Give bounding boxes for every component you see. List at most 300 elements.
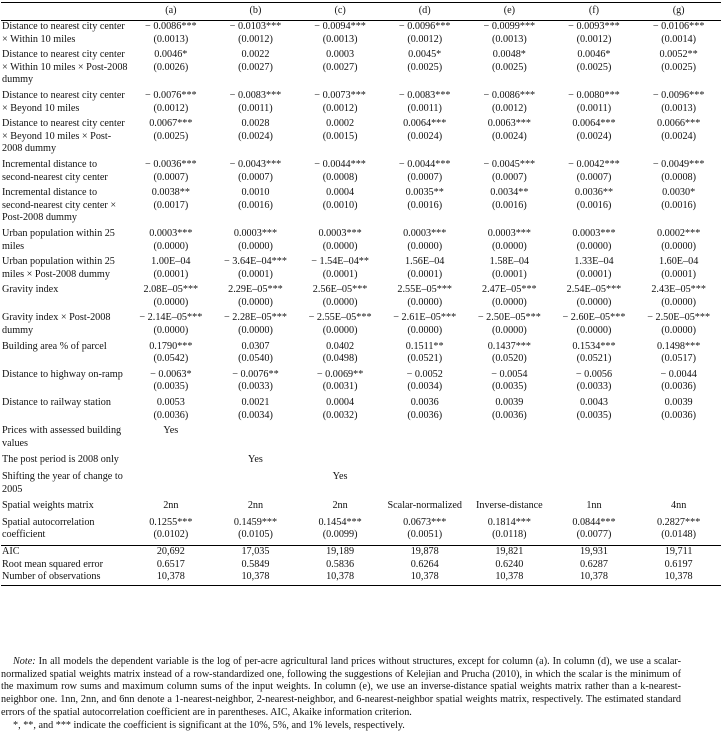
coef-cell — [552, 118, 637, 159]
note-body: In all models the dependent variable is the log of per-acre agricultural land prices without structures, except for column (a). In column (d), we use a scalar-normalized spatial weights matrix instead of a row-standardized one, following the suggestions of Kelejian and Prucha (2010), in which the scalar is the minimum of the maximum row sums and maximum column sums of the input weights. In column (e), we use an inverse-distance spatial weights matrix rather than a k-nearest-neighbor one. 1nn, 2nn, and 6nn denote a 1-nearest-neighbor, 2-nearest-neighbor, and 6-nearest-neighbor spatial weights matrix, respectively. The estimated standard errors of the spatial autocorrelation coefficient are in parentheses. AIC, Akaike information criterion. — [1, 656, 681, 718]
standard-error: (0.0000) — [491, 296, 527, 308]
stat-cell: 19,931 — [552, 545, 637, 558]
standard-error: (0.0000) — [238, 240, 273, 252]
standard-error: (0.0014) — [661, 33, 697, 45]
stat-cell: 19,189 — [298, 545, 383, 558]
standard-error: (0.0007) — [576, 171, 612, 183]
coefficient: 0.0039 — [664, 397, 693, 409]
row-label: Shifting the year of change to 2005 — [2, 471, 123, 495]
coef-cell — [552, 21, 637, 50]
standard-error: (0.0007) — [238, 171, 273, 183]
coefficient: − 0.0086*** — [145, 21, 197, 32]
coefficient: 0.0038** — [151, 187, 190, 199]
coef-cell — [636, 397, 721, 425]
coef-cell — [213, 284, 298, 312]
coef-cell — [213, 187, 298, 228]
significance-note: *, **, and *** indicate the coefficient is significant at the 10%, 5%, and 1% levels, respectively. — [13, 719, 405, 731]
coefficient: − 0.0096*** — [398, 21, 451, 32]
coef-cell — [298, 21, 383, 50]
coefficient: − 0.0056 — [575, 368, 613, 380]
coefficient: 0.0003*** — [149, 227, 193, 239]
coefficient: 0.0064*** — [572, 118, 616, 130]
coefficient: − 0.0073*** — [314, 89, 366, 101]
standard-error: (0.0016) — [238, 199, 273, 211]
standard-error: (0.0024) — [491, 130, 527, 142]
column-header: (d) — [382, 3, 467, 21]
column-header: (e) — [467, 3, 552, 21]
coefficient: 0.0046* — [577, 49, 611, 61]
standard-error: (0.0007) — [407, 171, 443, 183]
standard-error: (0.0027) — [238, 61, 273, 73]
coefficient: 0.0039 — [495, 397, 524, 409]
spec-row — [1, 425, 721, 454]
coefficient-row — [1, 284, 721, 312]
standard-error: (0.0036) — [661, 381, 697, 393]
coef-cell — [636, 341, 721, 369]
coef-cell — [636, 256, 721, 284]
spec-cell: 2nn — [332, 500, 348, 512]
coef-cell — [298, 341, 383, 369]
coefficient: − 0.0076** — [232, 368, 279, 380]
spec-row — [1, 471, 721, 500]
stat-cell: 19,821 — [467, 545, 552, 558]
coefficient: − 0.0044 — [660, 368, 697, 380]
coefficient: 2.08E–05*** — [143, 284, 199, 296]
standard-error: (0.0036) — [661, 409, 697, 421]
standard-error: (0.0000) — [491, 240, 527, 252]
standard-error: (0.0031) — [322, 381, 358, 393]
standard-error: (0.0077) — [576, 529, 612, 541]
spec-cell: 2nn — [247, 500, 264, 512]
stat-cell: 0.6264 — [410, 558, 439, 570]
stat-cell: 10,378 — [636, 571, 721, 585]
coef-cell — [552, 187, 637, 228]
coefficient: 0.0844*** — [572, 516, 616, 528]
spec-cell: 2nn — [163, 500, 179, 512]
standard-error: (0.0013) — [661, 102, 697, 114]
coef-cell — [298, 159, 383, 187]
stat-cell: 10,378 — [467, 571, 552, 585]
standard-error: (0.0011) — [576, 102, 612, 114]
coefficient: 0.1459*** — [233, 516, 278, 528]
coefficient: − 0.0052 — [406, 368, 443, 380]
coefficient: − 0.0103*** — [229, 21, 282, 32]
coef-cell — [552, 341, 637, 369]
coefficient: 0.0022 — [241, 49, 270, 61]
coef-cell — [636, 159, 721, 187]
coefficient: − 0.0099*** — [483, 21, 536, 32]
standard-error: (0.0024) — [576, 130, 612, 142]
coefficient: 0.0036** — [574, 187, 614, 199]
row-label: AIC — [1, 545, 129, 558]
standard-error: (0.0011) — [407, 102, 442, 114]
standard-error: (0.0012) — [322, 102, 358, 114]
stat-cell: 10,378 — [552, 571, 637, 585]
coefficient: 0.1255*** — [149, 516, 193, 528]
standard-error: (0.0000) — [576, 325, 612, 337]
coef-cell — [298, 369, 383, 397]
standard-error: (0.0000) — [407, 296, 443, 308]
standard-error: (0.0001) — [238, 268, 273, 280]
coef-cell — [382, 312, 467, 340]
coefficient: 0.0003*** — [572, 227, 616, 239]
standard-error: (0.0025) — [491, 61, 527, 73]
column-header: (g) — [636, 3, 721, 21]
coef-cell — [382, 256, 467, 284]
row-label: Root mean squared error — [2, 558, 103, 570]
coef-cell — [636, 517, 721, 546]
coefficient: 2.55E–05*** — [397, 284, 453, 296]
standard-error: (0.0012) — [576, 33, 612, 45]
stat-cell: 20,692 — [129, 545, 214, 558]
coefficient-row — [1, 21, 721, 50]
coef-cell — [129, 49, 214, 90]
standard-error: (0.0013) — [491, 33, 527, 45]
coef-cell — [298, 397, 383, 425]
coefficient: − 2.50E–05*** — [477, 312, 541, 324]
standard-error: (0.0016) — [407, 199, 443, 211]
coefficient-row — [1, 187, 721, 228]
standard-error: (0.0118) — [492, 529, 527, 541]
coef-cell — [552, 397, 637, 425]
coef-cell — [129, 90, 214, 118]
spec-cell — [467, 471, 552, 500]
coefficient: 0.0307 — [241, 340, 270, 352]
coef-cell — [213, 312, 298, 340]
coefficient: 0.0010 — [241, 187, 270, 199]
coef-cell — [467, 118, 552, 159]
coef-cell — [298, 49, 383, 90]
coef-cell — [552, 369, 637, 397]
coef-cell — [467, 341, 552, 369]
coefficient: 0.0004 — [326, 187, 355, 199]
coef-cell — [382, 228, 467, 256]
standard-error: (0.0033) — [576, 381, 612, 393]
row-label: Spatial autocorrelation coefficient — [2, 516, 95, 541]
stat-cell: 0.6240 — [495, 558, 524, 570]
standard-error: (0.0001) — [661, 268, 697, 280]
standard-error: (0.0010) — [322, 199, 358, 211]
spec-cell — [382, 454, 467, 471]
standard-error: (0.0051) — [407, 529, 443, 541]
spec-cell — [636, 471, 721, 500]
coef-cell — [552, 49, 637, 90]
standard-error: (0.0000) — [153, 240, 189, 252]
standard-error: (0.0001) — [322, 268, 358, 280]
coef-cell — [382, 49, 467, 90]
coef-cell — [467, 21, 552, 50]
coefficient: 0.0002 — [326, 118, 355, 130]
spec-cell — [467, 454, 552, 471]
coef-cell — [213, 21, 298, 50]
row-label: Distance to nearest city center × Within 10 miles × Post-2008 dummy — [2, 49, 128, 86]
coefficient: 0.0052** — [659, 49, 698, 61]
coef-cell — [467, 256, 552, 284]
coef-cell — [298, 90, 383, 118]
row-label: The post period is 2008 only — [2, 454, 119, 466]
spec-cell — [382, 471, 467, 500]
coef-cell — [213, 49, 298, 90]
coef-cell — [129, 228, 214, 256]
coef-cell — [213, 341, 298, 369]
coefficient: 0.0003*** — [403, 227, 447, 239]
spec-cell — [552, 425, 637, 454]
spec-cell: 4nn — [671, 500, 687, 512]
standard-error: (0.0007) — [153, 171, 189, 183]
stat-cell: 10,378 — [298, 571, 383, 585]
standard-error: (0.0035) — [491, 381, 527, 393]
standard-error: (0.0035) — [576, 409, 612, 421]
coef-cell — [552, 312, 637, 340]
standard-error: (0.0025) — [153, 130, 189, 142]
coefficient: 1.58E–04 — [489, 256, 530, 268]
coefficient: − 2.55E–05*** — [308, 312, 372, 324]
note-label: Note: — [13, 656, 36, 667]
standard-error: (0.0000) — [322, 325, 358, 337]
stat-cell: 0.6287 — [579, 558, 608, 570]
standard-error: (0.0000) — [576, 296, 612, 308]
coef-cell — [382, 159, 467, 187]
coefficient: − 2.60E–05*** — [562, 312, 626, 324]
stat-row — [1, 545, 721, 558]
coef-cell — [129, 21, 214, 50]
spec-cell — [129, 454, 214, 471]
row-label: Distance to nearest city center × Beyond 10 miles — [2, 89, 125, 114]
coef-cell — [129, 341, 214, 369]
coefficient: − 0.0094*** — [314, 21, 366, 32]
row-label: Urban population within 25 miles — [2, 227, 115, 252]
stat-cell: 10,378 — [213, 571, 298, 585]
coefficient: 0.1511** — [405, 340, 444, 352]
coefficient: 0.0036 — [410, 397, 439, 409]
coef-cell — [129, 312, 214, 340]
coef-cell — [213, 397, 298, 425]
standard-error: (0.0000) — [576, 240, 612, 252]
coef-cell — [298, 118, 383, 159]
spec-cell — [129, 471, 214, 500]
coef-cell — [382, 90, 467, 118]
coef-cell — [636, 90, 721, 118]
standard-error: (0.0016) — [661, 199, 697, 211]
coef-cell — [467, 312, 552, 340]
standard-error: (0.0012) — [153, 102, 189, 114]
coef-cell — [552, 284, 637, 312]
standard-error: (0.0034) — [238, 409, 273, 421]
stat-cell: 0.5836 — [326, 558, 355, 570]
coef-cell — [636, 284, 721, 312]
coef-cell — [382, 21, 467, 50]
spec-cell — [467, 425, 552, 454]
coefficient: 0.0003*** — [318, 227, 362, 239]
spec-cell — [213, 425, 298, 454]
coefficient: 0.0028 — [241, 118, 270, 130]
coefficient: 1.56E–04 — [405, 256, 445, 268]
coefficient: − 2.14E–05*** — [139, 312, 203, 324]
coefficient: − 0.0076*** — [145, 89, 197, 101]
coef-cell — [298, 312, 383, 340]
standard-error: (0.0000) — [238, 325, 273, 337]
standard-error: (0.0008) — [661, 171, 697, 183]
coef-cell — [467, 49, 552, 90]
coef-cell — [298, 517, 383, 546]
standard-error: (0.0016) — [576, 199, 612, 211]
coefficient: 1.60E–04 — [658, 256, 699, 268]
standard-error: (0.0000) — [153, 325, 189, 337]
standard-error: (0.0024) — [238, 130, 273, 142]
coefficient: − 2.50E–05*** — [647, 312, 711, 324]
standard-error: (0.0148) — [661, 529, 697, 541]
coefficient: − 0.0083*** — [229, 89, 282, 101]
stat-cell: 0.6197 — [664, 558, 693, 570]
standard-error: (0.0024) — [407, 130, 443, 142]
coefficient: − 0.0063* — [150, 368, 192, 380]
coefficient: 0.0030* — [662, 187, 696, 199]
standard-error: (0.0000) — [491, 325, 527, 337]
coef-cell — [298, 284, 383, 312]
standard-error: (0.0102) — [153, 529, 189, 541]
standard-error: (0.0036) — [491, 409, 527, 421]
coefficient: 0.0673*** — [403, 516, 447, 528]
coefficient: − 0.0080*** — [568, 89, 620, 101]
coefficient: 0.1790*** — [149, 340, 193, 352]
coef-cell — [467, 369, 552, 397]
coefficient: − 3.64E–04*** — [224, 256, 287, 268]
stat-cell: 19,711 — [636, 545, 721, 558]
standard-error: (0.0000) — [322, 296, 358, 308]
row-label: Incremental distance to second-nearest city center — [2, 158, 108, 183]
standard-error: (0.0000) — [661, 296, 697, 308]
coef-cell — [129, 284, 214, 312]
coef-cell — [636, 49, 721, 90]
coefficient: 0.0004 — [326, 397, 355, 409]
stat-row — [1, 559, 721, 572]
coefficient: 0.1454*** — [318, 516, 362, 528]
coefficient-row — [1, 256, 721, 284]
standard-error: (0.0099) — [322, 529, 358, 541]
standard-error: (0.0034) — [407, 381, 443, 393]
stat-row — [1, 571, 721, 585]
coefficient: 0.0045* — [408, 49, 442, 61]
coef-cell — [129, 187, 214, 228]
coefficient-row — [1, 312, 721, 340]
note-paragraph — [1, 656, 681, 720]
coefficient: 0.1534*** — [572, 340, 616, 352]
standard-error: (0.0000) — [407, 325, 443, 337]
standard-error: (0.0540) — [238, 353, 273, 365]
coefficient: 2.43E–05*** — [651, 284, 706, 296]
coef-cell — [213, 256, 298, 284]
coefficient: − 0.0054 — [491, 368, 528, 380]
row-label: Number of observations — [1, 571, 129, 585]
spec-cell — [382, 425, 467, 454]
coef-cell — [129, 118, 214, 159]
stat-cell: 17,035 — [213, 545, 298, 558]
standard-error: (0.0027) — [322, 61, 358, 73]
coefficient: − 0.0049*** — [652, 158, 705, 170]
standard-error: (0.0025) — [407, 61, 443, 73]
coef-cell — [636, 21, 721, 50]
coefficient: 0.0046* — [154, 49, 188, 61]
standard-error: (0.0017) — [153, 199, 189, 211]
coefficient-row — [1, 369, 721, 397]
coefficient: 0.0035** — [405, 187, 444, 199]
standard-error: (0.0000) — [322, 240, 358, 252]
standard-error: (0.0001) — [491, 268, 527, 280]
coefficient: 0.1498*** — [656, 340, 701, 352]
coefficient: 0.0034** — [490, 187, 529, 199]
coefficient: 0.0021 — [241, 397, 270, 409]
coefficient: − 0.0086*** — [483, 89, 536, 101]
standard-error: (0.0000) — [661, 240, 697, 252]
coef-cell — [298, 228, 383, 256]
spec-cell — [552, 471, 637, 500]
stat-cell: 0.5849 — [241, 558, 270, 570]
coef-cell — [467, 397, 552, 425]
coef-cell — [467, 284, 552, 312]
row-label: Distance to nearest city center × Beyond 10 miles × Post-2008 dummy — [2, 118, 125, 155]
row-label: Prices with assessed building values — [2, 425, 122, 449]
row-label: Distance to highway on-ramp — [2, 368, 123, 380]
row-label: Distance to railway station — [2, 397, 111, 409]
standard-error: (0.0026) — [153, 61, 189, 73]
table-notes — [1, 656, 681, 732]
coef-cell — [382, 369, 467, 397]
standard-error: (0.0001) — [576, 268, 612, 280]
coef-cell — [552, 517, 637, 546]
row-label: Urban population within 25 miles × Post-2008 dummy — [2, 256, 115, 280]
standard-error: (0.0520) — [491, 353, 527, 365]
coef-cell — [636, 312, 721, 340]
coef-cell — [636, 369, 721, 397]
coefficient: − 2.61E–05*** — [393, 312, 457, 324]
standard-error: (0.0521) — [407, 353, 443, 365]
coef-cell — [382, 397, 467, 425]
coef-cell — [213, 90, 298, 118]
standard-error: (0.0011) — [238, 102, 273, 114]
coef-cell — [382, 118, 467, 159]
stat-cell: 10,378 — [382, 571, 467, 585]
coefficient: 0.0066*** — [656, 118, 701, 130]
standard-error: (0.0025) — [661, 61, 697, 73]
coef-cell — [552, 228, 637, 256]
coefficient: − 0.0044*** — [398, 158, 451, 170]
spatial-coefficient-row — [1, 517, 721, 546]
coefficient: 0.0067*** — [149, 118, 193, 130]
standard-error: (0.0012) — [491, 102, 527, 114]
coef-cell — [213, 517, 298, 546]
coef-cell — [129, 369, 214, 397]
coefficient: 0.0048* — [492, 49, 526, 61]
coefficient: − 0.0106*** — [652, 21, 705, 32]
standard-error: (0.0036) — [407, 409, 443, 421]
coef-cell — [467, 159, 552, 187]
coef-cell — [213, 118, 298, 159]
row-label: Spatial weights matrix — [2, 500, 94, 512]
regression-table — [1, 2, 721, 586]
coefficient: − 0.0045*** — [483, 158, 536, 170]
standard-error: (0.0015) — [322, 130, 358, 142]
standard-error: (0.0007) — [491, 171, 527, 183]
coef-cell — [636, 228, 721, 256]
coefficient: − 0.0069** — [316, 368, 364, 380]
coefficient: 1.33E–04 — [574, 256, 614, 268]
coefficient: 2.54E–05*** — [566, 284, 622, 296]
coefficient: 1.00E–04 — [151, 256, 191, 268]
standard-error: (0.0105) — [238, 529, 273, 541]
row-label: Gravity index × Post-2008 dummy — [2, 312, 111, 337]
spec-cell — [552, 454, 637, 471]
standard-error: (0.0032) — [322, 409, 358, 421]
